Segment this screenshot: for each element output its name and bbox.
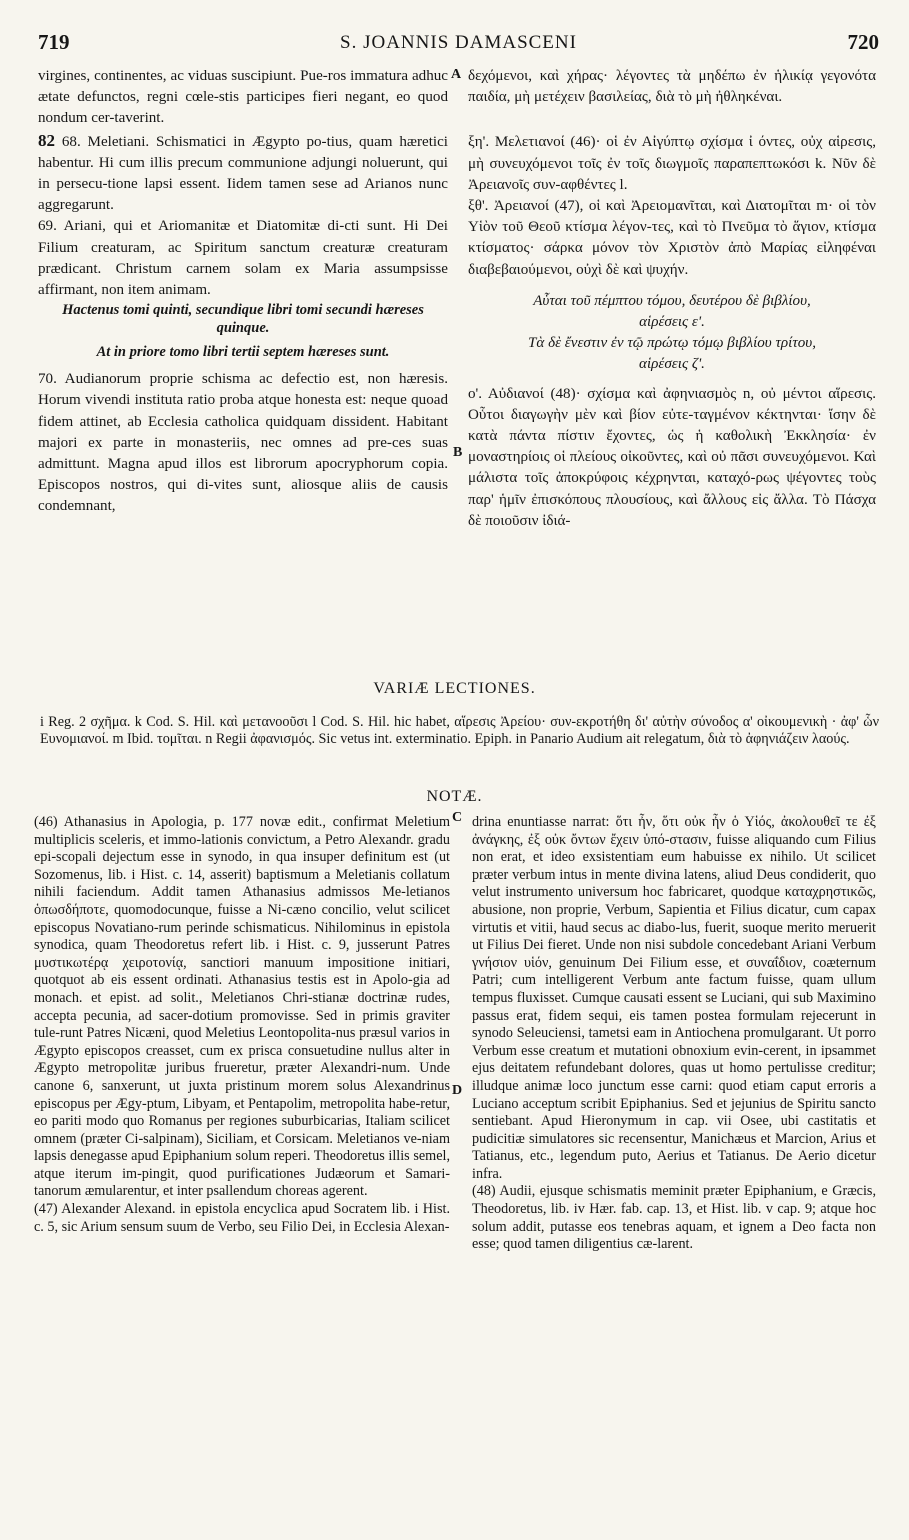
variae-lectiones-text: i Reg. 2 σχῆμα. k Cod. S. Hil. καὶ μετανοοῦσι l Cod. S. Hil. hic habet, αἵρεσις Ἀρείου· συν-εκροτήθη δι' αὐτὴν σύνοδος α' οἰκουμενικὴ · ἀφ' ὧν Ευνομιανοί. m Ibid. τομῖται. n Regii ἀφανισμός. Sic vetus int. exterminatio. Epiph. in Panario Audium ait relegatum, διὰ τὸ ἀφηνιάζειν λαούς. xyxy=(40,714,879,747)
note-47-continued: drina enuntiasse narrat: ὅτι ἦν, ὅτι οὐκ ἦν ὁ Υἱός, ἀκολουθεῖ τε ἐξ ἀνάγκης, ἐξ οὐκ ὄντων ἔχειν ὑπό-στασιν, fuisse aliquando cum Filius non erat, et ideo exsistentiam eum habuisse ex nihilo. Ut scilicet præter verbum intus in mente divina latens, aliud Deus condiderit, quo velut instrumento universum hoc fabricaret, quodque καταχρηστικῶς, abusione, non proprie, Verbum, Sapientia et Filius dicatur, cum capax virtutis et vitii, haud secus ac diabo-lus, fuerit, suoque merito meruerit ut Filius Dei fieret. Unde non nisi subdole concedebant Ariani Verbum γνήσιον υἱόν, genuinum Dei Filium esse, et συναΐδιον, coæternum Patri; cum intelligerent Verbum ante factum fuisse, quam ullum tempus fluxisset. Cumque causati essent se Luciani, qui sub Maximino passus erat, fidem sequi, eis tamen postea formulam rejecerunt in synodo Seleuciensi, tametsi eam in Antiochena promulgarant. Ut porro Verbum esse creatum et mutationi obnoxium evin-cerent, in ipsammet ejus deitatem refundebant dolores, quas ut homo pertulisse creditur; illudque animæ loco junctum esse carni: quod etiam caput erroris a Luciano acceptum scribit Epiphanius. Sed et jejunius de Spiritu sancto sentiebant. Apud Hieronymum in cap. vii Osee, ubi castitatis et pudicitiæ simulatores sic recensentur, Manichæus et Marcion, Arius et Tatianus, etc., legendum puto, Aerius et Tatianus. De Aerio dicetur infra. xyxy=(472,814,876,1182)
greek-paragraph-68: ξη'. Μελετιανοί (46)· οἱ ἐν Αἰγύπτῳ σχίσμα ἰ όντες, οὐχ αἱρεσις, μὴ συνευχόμενοι τοῖς ἐν τοῖς διωγμοῖς παραπεπτωκόσι k. Νῦν δὲ Ἀρειανοῖς συν-αφθέντες l. xyxy=(468,134,876,193)
latin-paragraph-70: 70. Audianorum proprie schisma ac defectio est, non hæresis. Horum vivendi instituta ratio proba atque honesta est: neque quoad fidem attinet, ab Ecclesia catholica quidquam dissident. Habitant majori ex parte in monasteriis, nec omnes ad pre-ces suas admittunt. Magna apud illos est librorum apocryphorum copia. Episcopos nostros, qui di-vites sunt, aliosque aliis de causis condemnant, xyxy=(38,371,448,515)
greek-section-heading: Τὰ δὲ ἔνεστιν ἐν τῷ πρώτῳ τόμῳ βιβλίου τρίτου, xyxy=(527,335,816,352)
latin-paragraph-69: 69. Ariani, qui et Ariomanitæ et Diatomitæ di-cti sunt. Hi Dei Filium creaturam, ac Spiritum sanctum creaturæ creaturam prædicant. Christum carnem solam ex Maria assumpsisse affirmant, non item animam. xyxy=(38,218,448,299)
margin-letter-a: A xyxy=(451,67,462,82)
notes-right-column xyxy=(472,814,876,1254)
notes-left-column xyxy=(34,814,450,1236)
latin-paragraph-text: 68. Meletiani. Schismatici in Ægypto po-tius, quam hæretici habentur. Hi cum illis precum communione adjungi noluerunt, qui in persecu-tione lapsi essent. Iidem tamen sese ad Arianos nunc aggregarunt. xyxy=(38,133,448,214)
notae-title: NOTÆ. xyxy=(426,788,483,805)
variae-lectiones-title: VARIÆ LECTIONES. xyxy=(373,680,536,697)
latin-paragraph: virgines, continentes, ac viduas suscipiunt. Pue-ros immatura adhuc ætate defunctos, regni cœle-stis participes fieri negant, eo quod nondum cer-taverint. xyxy=(38,68,448,127)
greek-section-heading: Αὗται τοῦ πέμπτου τόμου, δευτέρου δὲ βιβλίου, xyxy=(533,292,811,309)
page-header xyxy=(38,30,879,58)
page-number-left: 719 xyxy=(38,30,70,54)
latin-section-heading: Hactenus tomi quinti, secundique libri tomi secundi hæreses quinque. xyxy=(62,302,424,337)
page-number-right: 720 xyxy=(847,30,879,54)
latin-section-heading: At in priore tomo libri tertii septem hæreses sunt. xyxy=(96,344,390,361)
running-title: S. JOANNIS DAMASCENI xyxy=(340,32,577,53)
greek-column xyxy=(468,66,876,532)
latin-column xyxy=(38,66,448,518)
greek-paragraph-69: ξθ'. Ἀρειανοί (47), οἱ καὶ Ἀρειομανῖται, καὶ Διατομῖται m· οἱ τὸν Υἱὸν τοῦ Θεοῦ κτίσμα λέγον-τες, καὶ τὸ Πνεῦμα τὸ ἅγιον, κτίσμα κτίσματος· σάρκα μόνον τὸν Χριστὸν ἀπὸ Μαρίας εἰληφέναι διαβεβαιούμενοι, οὐχὶ δὲ καὶ ψυχήν. xyxy=(468,198,876,278)
latin-paragraph-68 xyxy=(38,130,448,217)
margin-letter-b: B xyxy=(453,445,463,460)
margin-letter-c: C xyxy=(452,810,463,825)
note-48: (48) Audii, ejusque schismatis meminit præter Epiphanium, e Græcis, Theodoretus, lib. iv Hær. fab. cap. 13, et Hist. lib. v cap. 9; atque hoc solum addit, putasse eos tenebras aquam, et ignem a Deo facta non esse; quod tamen diligentius cæ-larent. xyxy=(472,1183,876,1253)
greek-section-heading-count: αἱρέσεις ε'. xyxy=(639,314,705,331)
greek-paragraph-70: ο'. Αὐδιανοί (48)· σχίσμα καὶ ἀφηνιασμὸς n, οὐ μέντοι αἵρεσις. Οὗτοι διαγωγὴν μὲν καὶ βίον εὐτε-ταγμένον κέκτηνται· ἴσην δὲ κατὰ πάντα πίστιν ἔχοντες, ὡς ἡ καθολικὴ Ἐκκλησία· ἐν μοναστηρίοις οἱ πλείους οἰκοῦντες, καὶ οὐ πᾶσι συνευχόμενοι. Καὶ μάλιστα τοῖς ἀποκρύφοις κέχρηνται, καταχό-ρως ψέγοντες τοὺς παρ' ἡμῖν ἐπισκόπους πλουσίους, καὶ ἄλλους εἰς ἄλλα. Τὸ Πάσχα δὲ ποιοῦσιν ἰδιά- xyxy=(468,385,876,529)
marginal-number: 82 xyxy=(38,130,55,150)
margin-letter-d: D xyxy=(452,1083,463,1098)
greek-paragraph: δεχόμενοι, καὶ χήρας· λέγοντες τὰ μηδέπω ἐν ἡλικίᾳ γεγονότα παιδία, μὴ μετέχειν βασιλείας, διὰ τὸ μὴ ἠθληκέναι. xyxy=(468,68,876,106)
note-47: (47) Alexander Alexand. in epistola encyclica apud Socratem lib. i Hist. c. 5, sic Arium sensum suum de Verbo, seu Filio Dei, in Ecclesia Alexan- xyxy=(34,1201,450,1235)
note-46: (46) Athanasius in Apologia, p. 177 novæ edit., confirmat Meletium multiplicis sceleris, et immo-lationis convictum, a Petro Alexandr. gradu epi-scopali dejectum esse in synodo, in qua insuper definitum est (ut Sozomenus, lib. i Hist. c. 14, asserit) baptismum a Meletianis collatum nihili faciendum. Addit tamen Athanasius admissos Me-letianos ὁπωσδήποτε, quomodocunque, fuisse a Ni-cæno concilio, velut scilicet episcopus Novatiano-rum perinde schismaticus. Nihilominus in epistola synodica, quam Theodoretus refert lib. i Hist. c. 9, jusserunt Patres μυστικωτέρᾳ χειροτονίᾳ, sanctiori manuum impositione initiari, quotquot ab eis essent ordinati. Athanasius testis est in Apolo-gia ad monach. et epist. ad solit., Meletianos Chri-stianæ doctrinæ rudes, accepta pecunia, ad sacer-dotium promovisse. Sed in primis graviter tule-runt Patres Nicæni, quod Meletius Leontopolita-nus præsul varios in Ægypto episcopos creasset, cum ex prisca consuetudine nullus alter in Ægypto metropolitæ juribus frueretur, præter Alexandri-num. Unde canone 6, sanxerunt, ut juxta pristinum morem solus Alexandrinus episcopus per Ægy-ptum, Libyam, et Pentapolim, metropolita habe-retur, eo pariti modo quo Romanus per regiones suburbicarias, Italiam scilicet omnem (præter Ci-salpinam), Siciliam, et Corsicam. Meletianos ve-niam lapsis denegasse apud Epiphanium solum reperi. Theodoretus illis semel, atque iterum im-pingit, quod purificationes Judæorum et Samari-tanorum æmularentur, et inter psallendum choreas agerent. xyxy=(34,814,450,1200)
greek-section-heading-count: αἱρέσεις ζ'. xyxy=(639,356,705,373)
